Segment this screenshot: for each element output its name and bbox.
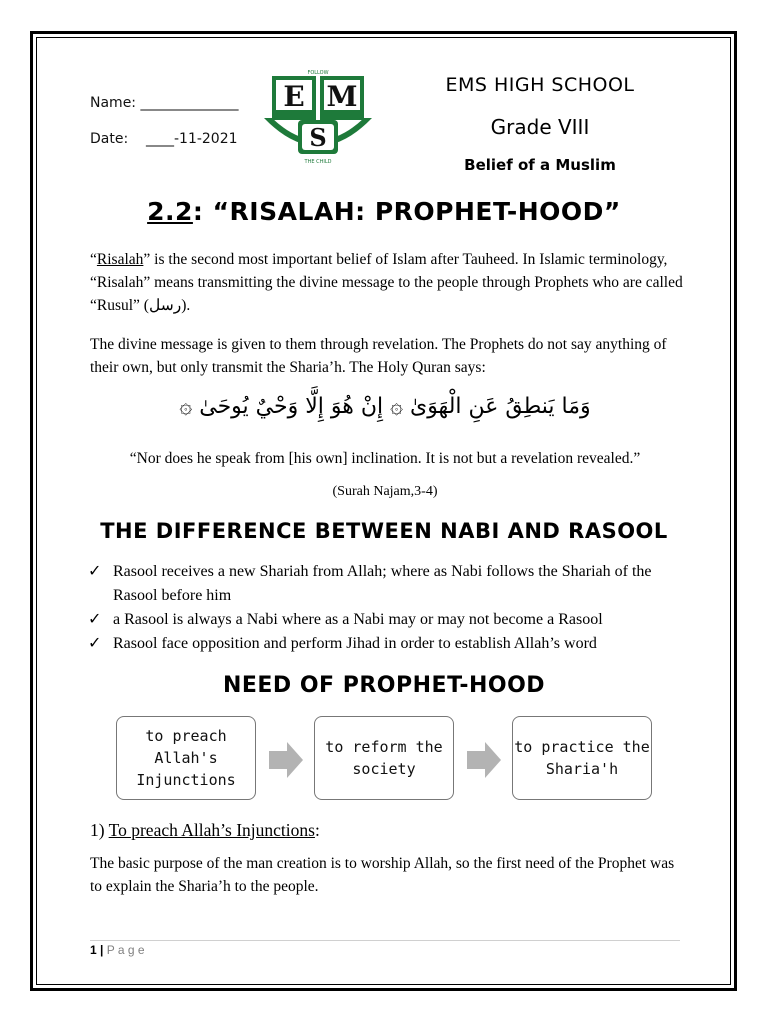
- logo-letter-s: S: [309, 123, 327, 152]
- verse-translation: “Nor does he speak from [his own] inclination. It is not but a revelation revealed.”: [129, 450, 641, 467]
- intro-term: Risalah: [96, 251, 144, 268]
- section-1-paragraph: The basic purpose of the man creation is to worship Allah, so the first need of the Prophet was to explain the Sharia’h to the people.: [90, 855, 675, 895]
- title-number: 2.2: [147, 197, 193, 226]
- list-item: [88, 608, 698, 632]
- list-item-text: Rasool receives a new Shariah from Allah; where as Nabi follows the Shariah of the Rasool before him: [113, 563, 652, 604]
- list-item-text: Rasool face opposition and perform Jihad in order to establish Allah’s word: [113, 635, 597, 652]
- subject-label: Belief of a Muslim: [464, 156, 616, 174]
- section-1-colon: :: [314, 820, 320, 840]
- intro-open-quote: “: [90, 251, 97, 268]
- checkmark-icon: ✓: [88, 635, 102, 652]
- list-item: [88, 632, 698, 656]
- page-number: 1: [90, 943, 97, 957]
- list-item-text: a Rasool is always a Nabi where as a Nabi may or may not become a Rasool: [113, 611, 603, 628]
- intro-text: ” is the second most important belief of Islam after Tauheed. In Islamic terminology, “Risalah” means transmitting the divine message to the people through Prophets who are called “Rusul” (رسل).: [90, 251, 683, 314]
- title-text: : “RISALAH: PROPHET-HOOD”: [192, 197, 621, 226]
- page-title: [0, 197, 768, 226]
- flow-box-reform: to reform the society: [314, 716, 454, 800]
- page-border-inner: [36, 37, 731, 985]
- difference-heading: THE DIFFERENCE BETWEEN NABI AND RASOOL: [100, 519, 668, 543]
- list-item: [88, 560, 698, 608]
- section-1-title: To preach Allah’s Injunctions: [108, 820, 315, 840]
- flow-box-preach: to preach Allah's Injunctions: [116, 716, 256, 800]
- checkmark-icon: ✓: [88, 563, 102, 580]
- page-label: P a g e: [106, 943, 145, 957]
- grade-label: Grade VIII: [490, 115, 590, 139]
- need-heading: NEED OF PROPHET-HOOD: [222, 673, 546, 698]
- logo-letter-m: M: [326, 80, 358, 113]
- right-arrow-icon: [467, 742, 501, 783]
- intro-paragraph: [90, 248, 690, 317]
- verse-reference: (Surah Najam,3-4): [332, 484, 438, 499]
- school-logo: [258, 66, 378, 165]
- school-name: EMS HIGH SCHOOL: [445, 74, 635, 96]
- difference-list: [88, 560, 698, 656]
- section-1-heading: [90, 820, 320, 841]
- section-1-number: 1): [90, 820, 109, 840]
- logo-letter-e: E: [283, 80, 305, 113]
- footer-divider: [90, 940, 680, 941]
- page-separator: |: [96, 943, 107, 957]
- name-field: Name: ______________: [90, 95, 239, 111]
- page-footer: [90, 943, 145, 957]
- logo-arc-top: FOLLOW: [307, 70, 329, 76]
- logo-arc-bottom: THE CHILD: [304, 159, 332, 165]
- arabic-verse: وَمَا يَنطِقُ عَنِ الْهَوَىٰ ۞ إِنْ هُوَ إِلَّا وَحْيٌ يُوحَىٰ ۞: [179, 394, 591, 419]
- revelation-paragraph: The divine message is given to them through revelation. The Prophets do not say anything of their own, but only transmit the Sharia’h. The Holy Quran says:: [90, 336, 667, 376]
- flow-box-practice: to practice the Sharia'h: [512, 716, 652, 800]
- date-field: Date: ____-11-2021: [90, 131, 238, 147]
- right-arrow-icon: [269, 742, 303, 783]
- checkmark-icon: ✓: [88, 611, 102, 628]
